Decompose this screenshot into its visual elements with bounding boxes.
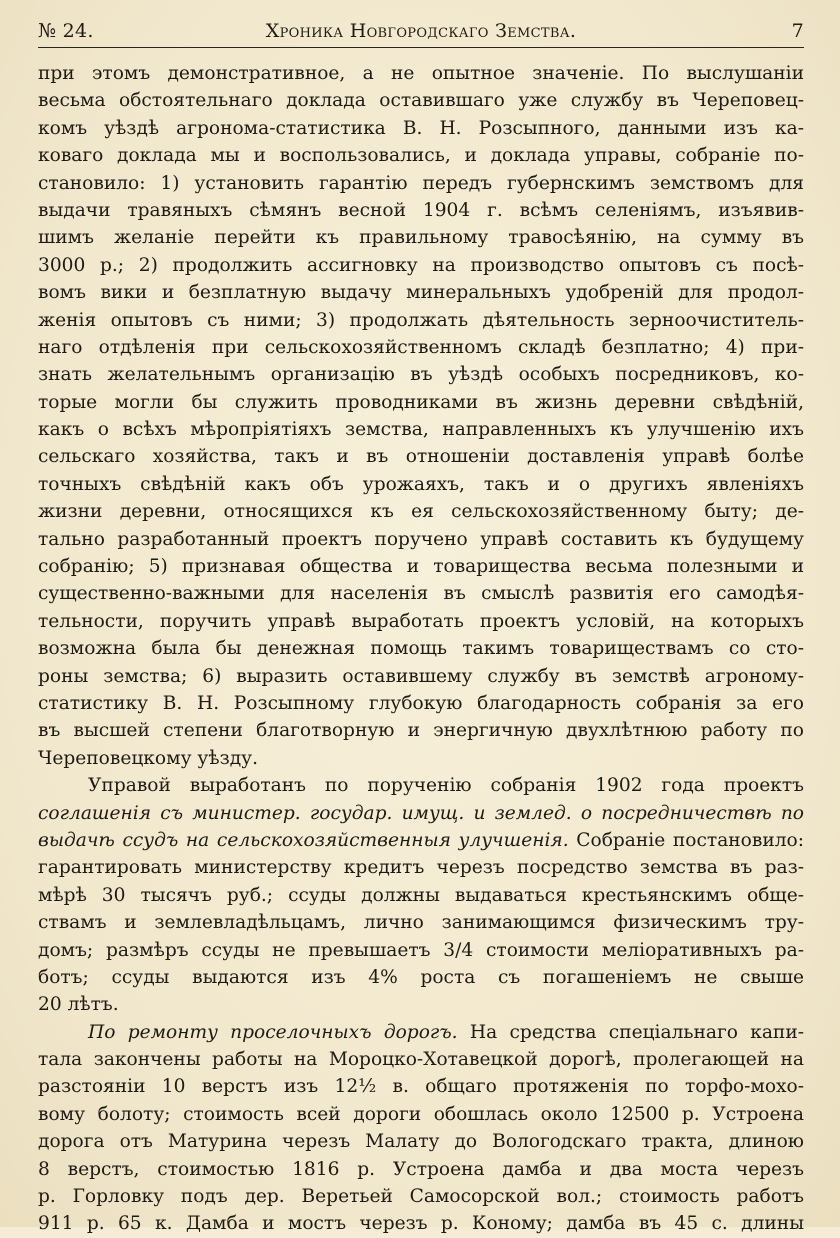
text-line: становило: 1) установить гарантію передъ губернскимъ земствомъ для <box>38 172 804 194</box>
article-body <box>38 60 804 1238</box>
text-line: женія опытовъ съ ними; 3) продолжать дѣятельность зерноочиститель- <box>38 309 804 331</box>
text-line: 8 верстъ, стоимостью 1816 р. Устроена дамба и два моста черезъ <box>38 1158 804 1180</box>
page-number: 7 <box>791 20 804 42</box>
text-line: тально разработанный проектъ поручено управѣ составить къ будущему <box>38 528 804 550</box>
text-line: торые могли бы служить проводниками въ жизнь деревни свѣдѣній, <box>38 391 804 413</box>
text-line: Череповецкому уѣзду. <box>38 747 259 769</box>
text-line: при этомъ демонстративное, а не опытное значеніе. По выслушаніи <box>38 63 804 84</box>
text-line: мѣрѣ 30 тысячъ руб.; ссуды должны выдаваться крестьянскимъ обще- <box>38 884 804 906</box>
text-line: возможна была бы денежная помощь такимъ товариществамъ со сто- <box>38 638 804 660</box>
text-line: коваго доклада мы и воспользовались, и доклада управы, собраніе по- <box>38 145 804 167</box>
text-line: 911 р. 65 к. Дамба и мостъ черезъ р. Кoнoму; дамба въ 45 с. длины <box>38 1213 804 1235</box>
text-line: какъ о всѣхъ мѣропріятіяхъ земства, направленныхъ къ улучшенію ихъ <box>38 419 804 441</box>
text-line: жизни деревни, относящихся къ ея сельскохозяйственному быту; де- <box>38 501 804 523</box>
text-line: наго отдѣленія при сельскохозяйственномъ складѣ безплатно; 4) при- <box>38 336 804 358</box>
text-line: вому болоту; стоимость всей дороги обошлась около 12500 р. Устроена <box>38 1103 804 1125</box>
section-heading-italic: По ремонту проселочныхъ дорогъ. <box>88 1021 458 1043</box>
text-line: статистику В. Н. Розсыпному глубокую благодарность собранія за его <box>38 692 804 714</box>
text-line: 20 лѣтъ. <box>38 994 119 1016</box>
text-line: собранію; 5) признавая общества и товарищества весьма полезными и <box>38 556 804 578</box>
text-line: выдачи травяныхъ сѣмянъ весной 1904 г. всѣмъ селеніямъ, изъявив- <box>38 199 804 221</box>
text-line: существенно-важными для населенія въ смыслѣ развитія его самодѣя- <box>38 583 804 605</box>
text-line: точныхъ свѣдѣній какъ объ урожаяхъ, такъ и о другихъ явленіяхъ <box>38 473 804 495</box>
text-line: р. Горловку подъ дер. Веретьей Самосорской вол.; стоимость работъ <box>38 1186 804 1208</box>
text-line: въ высшей степени благотворную и энергичную двухлѣтнюю работу по <box>38 720 804 742</box>
text-line: сельскаго хозяйства, такъ и въ отношеніи доставленія управѣ болѣе <box>38 446 804 468</box>
running-header <box>38 14 804 44</box>
text-line-mixed: По ремонту проселочныхъ дорогъ. На средства спеціальнаго капи- <box>88 1021 804 1043</box>
text-line: домъ; размѣръ ссуды не превышаетъ 3/4 стоимости меліоративныхъ ра- <box>38 939 804 961</box>
text-line: 3000 р.; 2) продолжить ассигновку на производство опытовъ съ посѣ- <box>38 254 804 276</box>
header-rule <box>38 47 804 48</box>
text-line: ствамъ и землевладѣльцамъ, лично занимающимся физическимъ тру- <box>38 912 804 934</box>
text-line: разстояніи 10 верстъ изъ 12½ в. общаго протяженія по торфо-мохо- <box>38 1076 804 1098</box>
text-line-italic: соглашенія съ министер. государ. имущ. и землед. о посредничествѣ по <box>38 802 804 824</box>
text-line: гарантировать министерству кредитъ черезъ посредство земства въ раз- <box>38 857 804 879</box>
text-line: тала закончены работы на Мороцко-Хотавецкой дорогѣ, пролегающей на <box>38 1049 804 1071</box>
text-line: весьма обстоятельнаго доклада оставившаго уже службу въ Череповец- <box>38 90 804 112</box>
text-line: знать желательнымъ организацію въ уѣздѣ особыхъ посредниковъ, ко- <box>38 364 804 386</box>
text-line: Управой выработанъ по порученію собранія 1902 года проектъ <box>88 775 804 797</box>
text-line: шимъ желаніе перейти къ правильному травосѣянію, на сумму въ <box>38 227 804 249</box>
text-line: комъ уѣздѣ агронома-статистика В. Н. Розсыпного, данными изъ ка- <box>38 117 804 139</box>
text-line-mixed: выдачѣ ссудъ на сельскохозяйственныя улучшенія. Собраніе постановило: <box>38 829 804 851</box>
issue-number: № 24. <box>38 20 94 42</box>
text-line: вомъ вики и безплатную выдачу минеральныхъ удобреній для продол- <box>38 282 804 304</box>
text-line: тельности, поручить управѣ выработать проектъ условій, на которыхъ <box>38 610 804 632</box>
italic-phrase: выдачѣ ссудъ на сельскохозяйственныя улучшенія. <box>38 829 569 851</box>
text-line: дорога отъ Матурина черезъ Малату до Вологодскаго тракта, длиною <box>38 1131 804 1153</box>
journal-title: Хроника Новгородскаго Земства. <box>265 20 577 42</box>
text-line: ботъ; ссуды выдаются изъ 4% роста съ погашеніемъ не свыше <box>38 966 804 988</box>
text-line: роны земства; 6) выразить оставившему службу въ земствѣ агроному- <box>38 665 804 687</box>
